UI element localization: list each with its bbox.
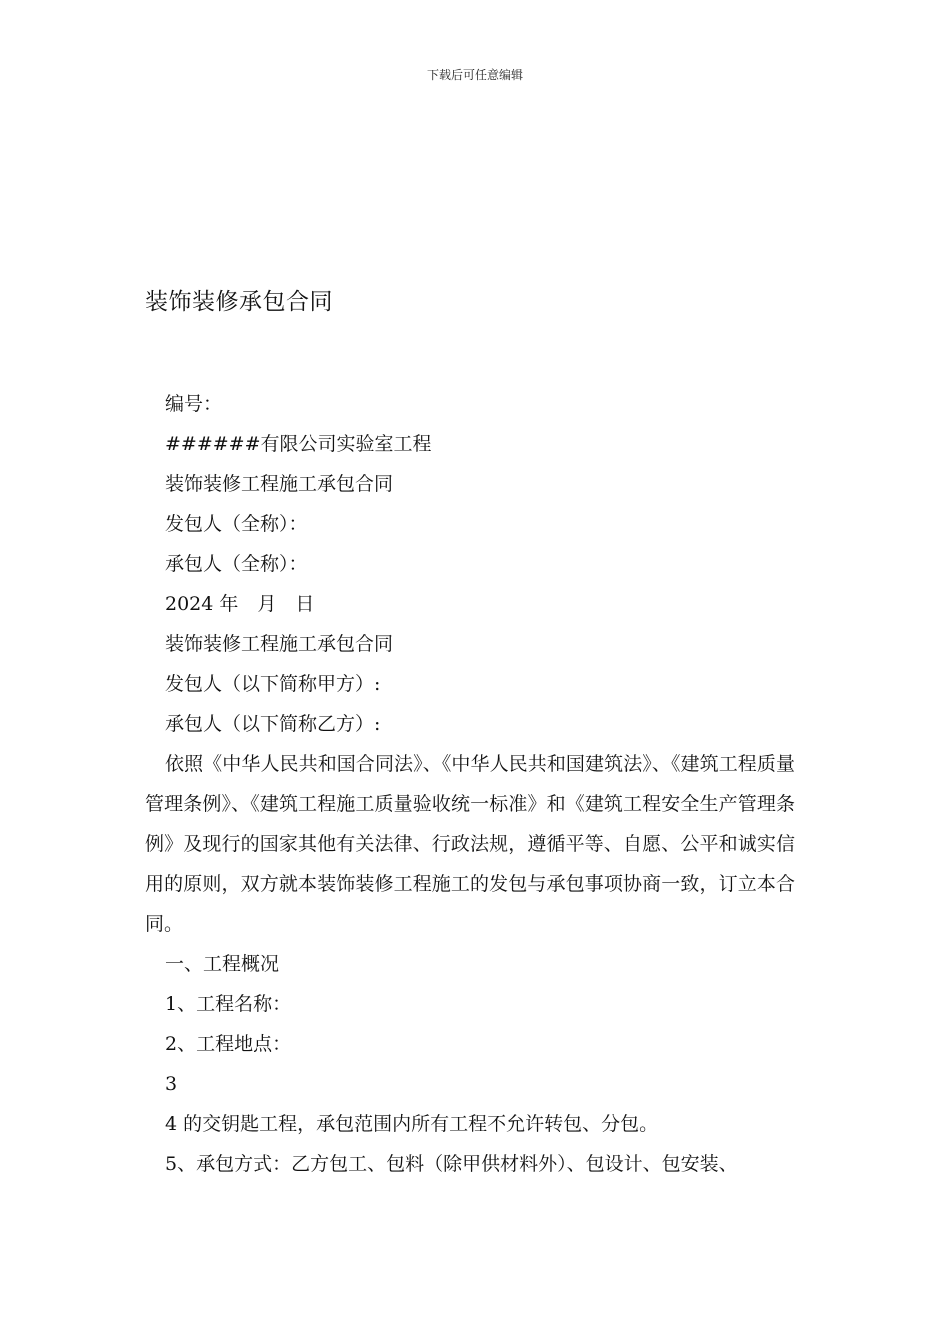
document-body (145, 384, 795, 1184)
contractor-fullname-line: 承包人（全称）： (165, 553, 308, 575)
project-name-line: 1、工程名称： (165, 993, 292, 1015)
section-heading-overview: 一、工程概况 (165, 953, 280, 975)
party-b-line: 承包人（以下简称乙方）: (165, 713, 381, 735)
contract-number-line: 编号： (165, 393, 223, 415)
project-location-line: 2、工程地点： (165, 1033, 292, 1055)
document-title: 装饰装修承包合同 (145, 289, 333, 315)
employer-fullname-line: 发包人（全称）： (165, 513, 308, 535)
contract-subtitle-line-2: 装饰装修工程施工承包合同 (165, 633, 394, 655)
party-a-line: 发包人（以下简称甲方）: (165, 673, 381, 695)
contract-subtitle-line: 装饰装修工程施工承包合同 (165, 473, 394, 495)
item-4-line: 4 的交钥匙工程，承包范围内所有工程不允许转包、分包。 (165, 1113, 659, 1135)
item-3-line: 3 (165, 1073, 178, 1095)
contract-method-line: 5、承包方式：乙方包工、包料（除甲供材料外）、包设计、包安装、 (165, 1153, 738, 1175)
legal-basis-paragraph: 依照《中华人民共和国合同法》、《中华人民共和国建筑法》、《建筑工程质量管理条例》、《建筑工程施工质量验收统一标准》和《建筑工程安全生产管理条例》及现行的国家其他有关法律、行政法规，遵循平等、自愿、公平和诚实信用的原则，双方就本装饰装修工程施工的发包与承包事项协商一致，订立本合同。 (145, 753, 795, 935)
date-line: 2024 年 月 日 (165, 593, 315, 615)
page-header-note: 下载后可任意编辑 (426, 68, 523, 82)
company-project-line: ######有限公司实验室工程 (165, 433, 432, 455)
